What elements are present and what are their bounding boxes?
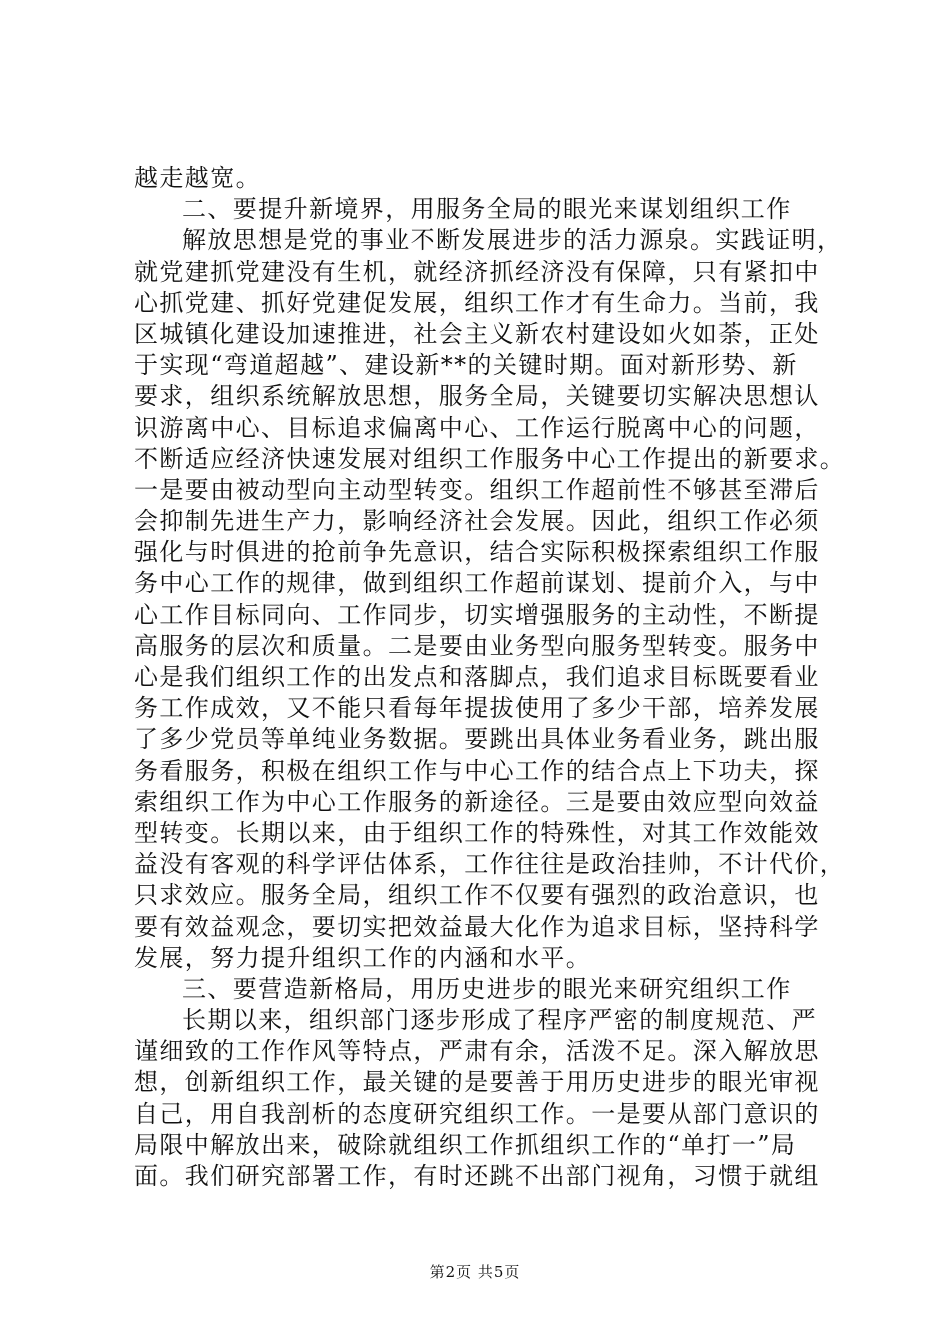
text-line: 益没有客观的科学评估体系，工作往往是政治挂帅，不计代价， bbox=[134, 850, 846, 879]
text-line: 要求，组织系统解放思想，服务全局，关键要切实解决思想认 bbox=[134, 382, 820, 411]
text-line: 务看服务，积极在组织工作与中心工作的结合点上下功夫，探 bbox=[134, 756, 820, 785]
text-line: 型转变。长期以来，由于组织工作的特殊性，对其工作效能效 bbox=[134, 818, 820, 847]
section-heading: 三、要营造新格局，用历史进步的眼光来研究组织工作 bbox=[182, 974, 792, 1003]
text-line: 心是我们组织工作的出发点和落脚点，我们追求目标既要看业 bbox=[134, 663, 820, 691]
text-line: 于实现“弯道超越”、建设新**的关键时期。面对新形势、新 bbox=[134, 351, 798, 380]
page-footer bbox=[0, 1262, 950, 1282]
page-number-label: 第2页 共5页 bbox=[429, 1263, 521, 1281]
text-line: 发展，努力提升组织工作的内涵和水平。 bbox=[134, 943, 592, 972]
text-line: 越走越宽。 bbox=[134, 164, 261, 192]
text-line: 了多少党员等单纯业务数据。要跳出具体业务看业务，跳出服 bbox=[134, 725, 820, 754]
text-line: 区城镇化建设加速推进，社会主义新农村建设如火如荼，正处 bbox=[134, 319, 820, 348]
text-line: 索组织工作为中心工作服务的新途径。三是要由效应型向效益 bbox=[134, 787, 820, 816]
text-line: 强化与时俱进的抢前争先意识，结合实际积极探索组织工作服 bbox=[134, 538, 820, 567]
text-line: 谨细致的工作作风等特点，严肃有余，活泼不足。深入解放思 bbox=[134, 1037, 820, 1066]
text-line: 识游离中心、目标追求偏离中心、工作运行脱离中心的问题， bbox=[134, 413, 820, 442]
text-line: 面。我们研究部署工作，有时还跳不出部门视角，习惯于就组 bbox=[134, 1162, 820, 1190]
text-line: 解放思想是党的事业不断发展进步的活力源泉。实践证明， bbox=[182, 226, 843, 255]
text-line: 会抑制先进生产力，影响经济社会发展。因此，组织工作必须 bbox=[134, 507, 820, 536]
text-line: 不断适应经济快速发展对组织工作服务中心工作提出的新要求。 bbox=[134, 444, 846, 473]
text-line: 要有效益观念，要切实把效益最大化作为追求目标，坚持科学 bbox=[134, 912, 820, 941]
text-line: 想，创新组织工作，最关键的是要善于用历史进步的眼光审视 bbox=[134, 1068, 820, 1097]
text-line: 务工作成效，又不能只看每年提拔使用了多少干部，培养发展 bbox=[134, 694, 820, 723]
text-line: 心工作目标同向、工作同步，切实增强服务的主动性，不断提 bbox=[134, 600, 820, 629]
text-line: 一是要由被动型向主动型转变。组织工作超前性不够甚至滞后 bbox=[134, 475, 820, 504]
section-heading: 二、要提升新境界，用服务全局的眼光来谋划组织工作 bbox=[182, 195, 792, 224]
text-line: 只求效应。服务全局，组织工作不仅要有强烈的政治意识，也 bbox=[134, 881, 820, 910]
text-line: 务中心工作的规律，做到组织工作超前谋划、提前介入，与中 bbox=[134, 569, 820, 598]
text-line: 就党建抓党建没有生机，就经济抓经济没有保障，只有紧扣中 bbox=[134, 257, 820, 286]
text-line: 高服务的层次和质量。二是要由业务型向服务型转变。服务中 bbox=[134, 631, 820, 660]
text-line: 自己，用自我剖析的态度研究组织工作。一是要从部门意识的 bbox=[134, 1099, 820, 1128]
text-line: 心抓党建、抓好党建促发展，组织工作才有生命力。当前，我 bbox=[134, 288, 820, 317]
document-body bbox=[134, 163, 846, 1192]
text-line: 长期以来，组织部门逐步形成了程序严密的制度规范、严 bbox=[182, 1006, 817, 1035]
text-line: 局限中解放出来，破除就组织工作抓组织工作的“单打一”局 bbox=[134, 1130, 797, 1159]
